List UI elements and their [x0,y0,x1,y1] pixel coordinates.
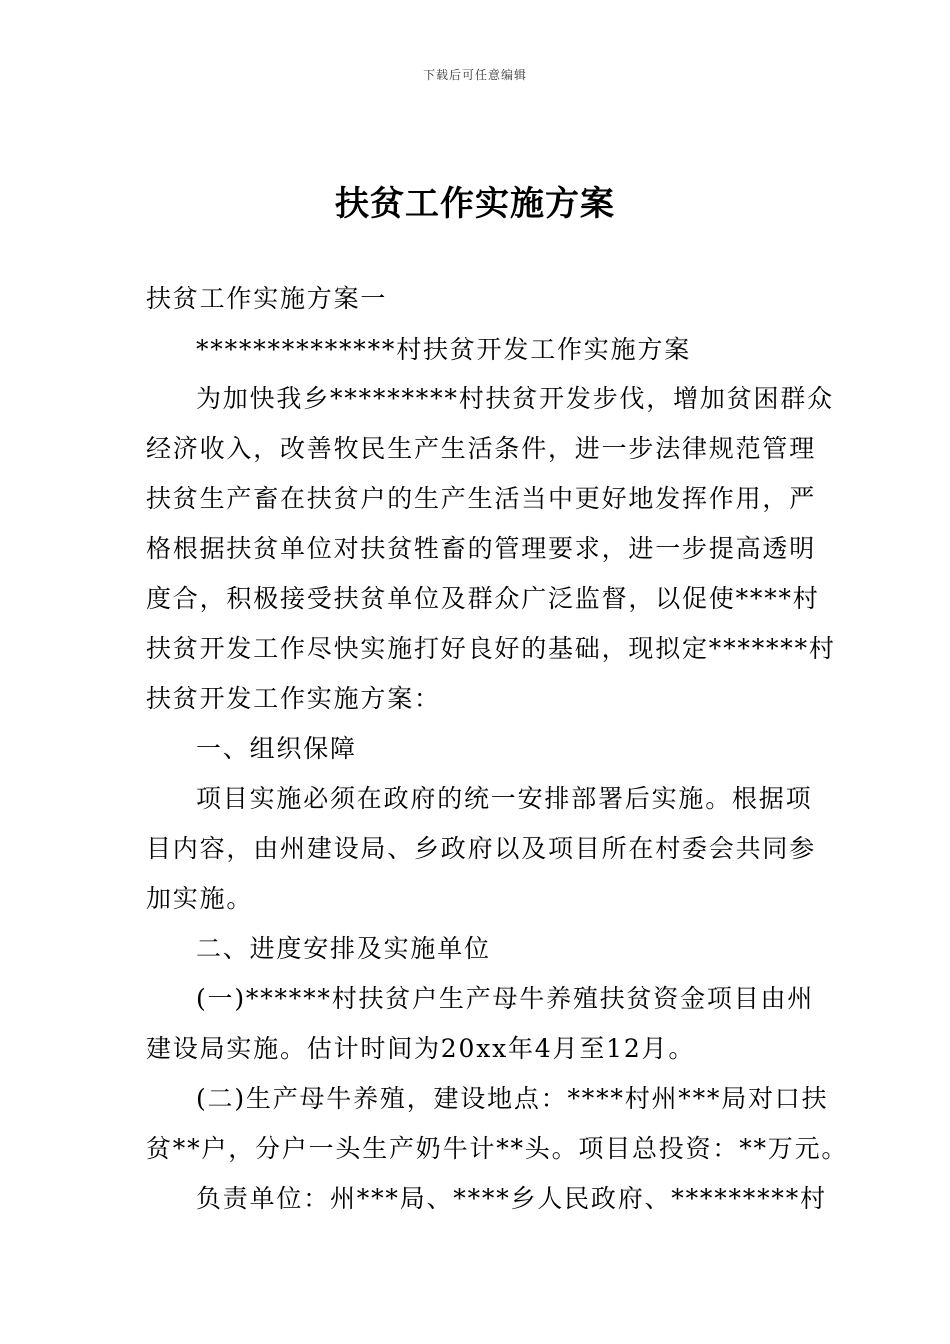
paragraph-line: 扶贫生产畜在扶贫户的生产生活当中更好地发挥作用，严 [146,484,817,513]
section-heading: 扶贫工作实施方案一 [146,284,388,313]
paragraph-line: 项目实施必须在政府的统一安排部署后实施。根据项 [196,784,813,813]
paragraph-line: (一)******村扶贫户生产母牛养殖扶贫资金项目由州 [196,984,815,1013]
paragraph-line: 扶贫开发工作尽快实施打好良好的基础，现拟定*******村 [146,634,836,663]
subtitle: **************村扶贫开发工作实施方案 [196,335,692,364]
paragraph-line: 目内容，由州建设局、乡政府以及项目所在村委会共同参 [146,834,817,863]
section-heading: 一、组织保障 [196,734,357,763]
section-heading: 二、进度安排及实施单位 [196,934,491,963]
paragraph-line: 格根据扶贫单位对扶贫牲畜的管理要求，进一步提高透明 [146,534,817,563]
paragraph-line: 扶贫开发工作实施方案： [146,684,441,713]
paragraph-line: 贫**户，分户一头生产奶牛计**头。项目总投资：**万元。 [146,1134,849,1163]
header-note: 下载后可任意编辑 [422,68,527,82]
document-title: 扶贫工作实施方案 [335,184,615,224]
paragraph-line: 建设局实施。估计时间为20xx年4月至12月。 [146,1034,696,1063]
paragraph-line: 经济收入，改善牧民生产生活条件，进一步法律规范管理 [146,434,817,463]
paragraph-line: (二)生产母牛养殖，建设地点：****村州***局对口扶 [196,1084,829,1113]
paragraph-line: 加实施。 [146,884,254,913]
paragraph-line: 度合，积极接受扶贫单位及群众广泛监督，以促使****村 [146,584,820,613]
paragraph-line: 负责单位：州***局、****乡人民政府、*********村 [196,1184,827,1213]
paragraph-line: 为加快我乡*********村扶贫开发步伐，增加贫困群众 [196,384,834,413]
